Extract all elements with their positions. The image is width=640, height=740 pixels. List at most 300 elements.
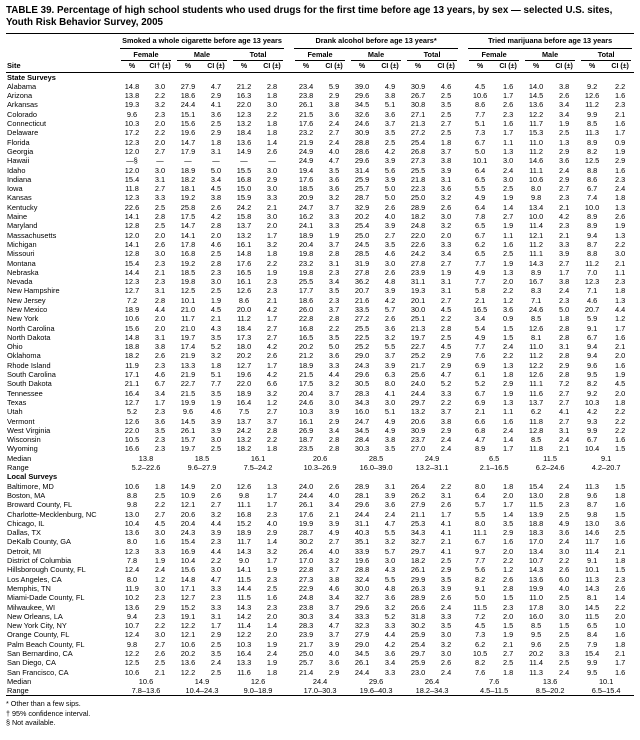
ci-value: 3.7 <box>384 119 396 129</box>
percent-value: 11.2 <box>585 100 600 110</box>
range-value: 4.2–20.7 <box>591 463 621 473</box>
ci-value: 3.0 <box>328 397 340 407</box>
ci-value: 4.5 <box>614 379 626 389</box>
ci-value: 2.7 <box>502 648 514 658</box>
percent-value: 6.7 <box>586 332 598 342</box>
ci-value: 3.6 <box>328 658 340 668</box>
percent-value: 17.1 <box>180 583 196 593</box>
ci-value: 1.5 <box>614 509 626 519</box>
percent-value: 14.3 <box>236 602 252 612</box>
ci-value: 1.9 <box>614 370 626 380</box>
ci-value: 1.5 <box>614 481 626 491</box>
percent-value: 7.8 <box>126 556 138 566</box>
ci-value: 2.3 <box>266 286 278 296</box>
ci-value: 3.0 <box>154 583 166 593</box>
site-row <box>6 305 634 314</box>
site-name: Arkansas <box>7 100 38 110</box>
ci-value: 4.7 <box>210 574 222 584</box>
ci-value: 2.2 <box>614 416 626 426</box>
percent-value: 9.1 <box>586 323 598 333</box>
percent-value: 9.2 <box>586 81 598 91</box>
ci-value: 2.1 <box>210 314 222 324</box>
percent-value: 21.5 <box>298 109 314 119</box>
ci-value: 1.3 <box>502 397 514 407</box>
table-title: TABLE 39. Percentage of high school students who used drugs for the first time before age 13 years, by sex — selected U.S. sites, Youth Risk Behavior Survey, 2005 <box>6 5 613 29</box>
percent-value: 21.9 <box>180 351 196 361</box>
ci-value: 3.8 <box>384 435 396 445</box>
ci-value: 2.2 <box>266 258 278 268</box>
percent-value: 10.6 <box>124 481 140 491</box>
percent-value: 22.0 <box>236 100 252 110</box>
percent-value: 22.5 <box>354 332 370 342</box>
ci-value: 2.7 <box>558 397 570 407</box>
ci-value: 5.2 <box>440 379 452 389</box>
percent-value: 13.4 <box>528 202 544 212</box>
ci-value: 2.5 <box>558 639 570 649</box>
percent-value: 9.0 <box>238 556 250 566</box>
percent-value: 36.2 <box>354 277 370 287</box>
ci-value: 2.1 <box>502 639 514 649</box>
percent-value: 19.8 <box>180 277 196 287</box>
ci-value: 3.7 <box>384 351 396 361</box>
ci-value: 2.7 <box>210 500 222 510</box>
percent-value: 21.7 <box>410 360 426 370</box>
ci-value: 2.3 <box>154 258 166 268</box>
ci-value: 2.3 <box>558 500 570 510</box>
ci-value: 2.2 <box>440 397 452 407</box>
site-name: Texas <box>7 397 27 407</box>
ci-value: 4.5 <box>210 305 222 314</box>
ci-value: 3.1 <box>154 332 166 342</box>
ci-value: 3.5 <box>328 165 340 175</box>
percent-value: 8.8 <box>586 165 598 175</box>
ci-value: 2.0 <box>502 277 514 287</box>
percent-value: 17.0 <box>528 537 544 547</box>
ci-value: 3.6 <box>614 518 626 528</box>
ci-value: 5.1 <box>384 100 396 110</box>
ci-value: 1.9 <box>614 221 626 231</box>
group-header-row <box>6 34 634 49</box>
percent-value: 15.6 <box>124 323 140 333</box>
percent-value: 25.3 <box>410 518 426 528</box>
percent-value: 8.6 <box>586 174 598 184</box>
ci-value: 4.0 <box>328 648 340 658</box>
median-value: 10.6 <box>138 676 154 686</box>
site-name: New Mexico <box>7 305 48 314</box>
ci-value: 2.7 <box>328 128 340 138</box>
percent-value: 13.9 <box>528 509 544 519</box>
ci-value: 2.3 <box>210 593 222 603</box>
percent-value: 12.3 <box>236 109 252 119</box>
percent-value: 28.8 <box>354 565 370 575</box>
ci-value: 1.2 <box>502 565 514 575</box>
ci-value: 1.8 <box>266 444 278 454</box>
ci-value: 3.6 <box>502 305 514 314</box>
percent-value: 11.7 <box>585 537 600 547</box>
ci-value: 5.1 <box>210 370 222 380</box>
site-name: Ohio <box>7 342 23 352</box>
percent-value: 12.2 <box>528 360 544 370</box>
percent-value: 15.4 <box>124 174 140 184</box>
ci-value: 1.2 <box>154 574 166 584</box>
percent-value: 10.4 <box>584 444 600 454</box>
percent-value: 28.7 <box>354 193 370 203</box>
percent-value: 18.4 <box>236 323 252 333</box>
median-value: 9.1 <box>600 453 612 463</box>
percent-value: 13.2 <box>236 119 252 129</box>
drug-group-label: Drank alcohol before age 13 years* <box>294 36 458 48</box>
percent-value: 22.8 <box>298 565 314 575</box>
range-value: 7.8–13.6 <box>131 686 161 696</box>
site-name: Montana <box>7 258 36 268</box>
percent-value: 11.5 <box>237 593 251 603</box>
percent-value: 21.0 <box>180 323 196 333</box>
percent-value: 11.1 <box>529 165 544 175</box>
ci-value: 2.0 <box>614 611 626 621</box>
percent-value: 19.3 <box>410 286 426 296</box>
ci-value: 3.1 <box>154 286 166 296</box>
ci-value: 3.8 <box>558 277 570 287</box>
percent-value: 33.5 <box>354 305 370 314</box>
ci-value: — <box>212 156 220 166</box>
percent-value: 6.5 <box>474 221 486 231</box>
ci-header: CI (±) <box>606 61 634 72</box>
percent-value: 14.5 <box>528 91 544 101</box>
percent-value: 24.9 <box>298 146 314 156</box>
percent-value: 21.9 <box>180 370 196 380</box>
percent-value: 8.5 <box>530 435 542 445</box>
site-row <box>6 175 634 184</box>
ci-value: 5.0 <box>384 184 396 194</box>
percent-value: 14.1 <box>124 239 140 249</box>
percent-value: 26.1 <box>298 500 314 510</box>
ci-value: 3.9 <box>440 165 452 175</box>
percent-value: 22.8 <box>298 314 314 324</box>
median-value: 26.4 <box>424 676 440 686</box>
site-name: Iowa <box>7 184 23 194</box>
site-row <box>6 556 634 565</box>
site-row <box>6 444 634 453</box>
percent-value: 8.1 <box>530 332 542 342</box>
percent-value: 6.7 <box>586 184 598 194</box>
ci-value: 2.3 <box>558 193 570 203</box>
ci-value: 2.4 <box>328 119 340 129</box>
site-name: Boston, MA <box>7 490 46 500</box>
percent-value: 10.9 <box>180 490 196 500</box>
percent-value: 30.9 <box>410 425 426 435</box>
percent-value: 17.8 <box>528 602 544 612</box>
percent-value: 20.9 <box>298 193 314 203</box>
ci-value: 3.6 <box>558 156 570 166</box>
percent-value: 11.7 <box>529 119 544 129</box>
percent-value: 26.6 <box>410 602 426 612</box>
ci-value: 2.5 <box>614 528 626 538</box>
ci-value: 1.3 <box>502 360 514 370</box>
percent-value: 7.1 <box>530 295 542 305</box>
range-row <box>6 463 634 472</box>
percent-value: 25.6 <box>410 370 426 380</box>
percent-value: 20.2 <box>298 342 314 352</box>
ci-value: 1.6 <box>154 537 166 547</box>
ci-value: 1.9 <box>502 388 514 398</box>
percent-value: 32.6 <box>354 109 370 119</box>
percent-value: 19.2 <box>180 193 196 203</box>
ci-value: 3.8 <box>558 81 570 91</box>
ci-value: 1.9 <box>440 267 452 277</box>
percent-value: 12.8 <box>124 221 140 231</box>
ci-value: 2.0 <box>614 351 626 361</box>
percent-value: 26.3 <box>410 583 426 593</box>
ci-value: 3.2 <box>384 602 396 612</box>
site-row <box>6 519 634 528</box>
ci-value: 3.2 <box>266 239 278 249</box>
ci-value: 3.0 <box>154 165 166 175</box>
ci-value: 2.9 <box>440 351 452 361</box>
percent-value: 7.7 <box>474 342 486 352</box>
ci-value: 3.3 <box>558 239 570 249</box>
ci-value: 2.0 <box>210 230 222 240</box>
ci-value: 2.0 <box>154 323 166 333</box>
percent-value: 18.2 <box>236 444 252 454</box>
percent-value: 12.6 <box>528 323 544 333</box>
ci-value: 4.2 <box>210 212 222 222</box>
percent-value: 16.4 <box>236 397 252 407</box>
percent-value: 16.7 <box>528 277 544 287</box>
percent-value: 21.2 <box>236 81 252 91</box>
percent-value: 19.7 <box>410 332 426 342</box>
percent-value: 20.1 <box>410 295 426 305</box>
ci-value: 3.0 <box>154 81 166 91</box>
percent-value: 14.1 <box>180 230 196 240</box>
ci-value: 1.7 <box>614 658 626 668</box>
percent-value: 24.2 <box>236 202 252 212</box>
ci-value: 2.3 <box>154 407 166 417</box>
percent-value: 17.7 <box>298 286 314 296</box>
ci-value: 3.0 <box>210 435 222 445</box>
percent-value: 19.9 <box>180 397 196 407</box>
sex-label: Male <box>351 50 401 61</box>
ci-value: 1.6 <box>614 91 626 101</box>
ci-value: 3.9 <box>384 286 396 296</box>
ci-value: 2.2 <box>502 556 514 566</box>
ci-header: CI (±) <box>202 61 230 72</box>
ci-value: 1.3 <box>266 481 278 491</box>
site-name: Florida <box>7 137 30 147</box>
sex-header <box>230 49 286 62</box>
percent-value: 28.9 <box>410 593 426 603</box>
ci-value: 2.7 <box>266 407 278 417</box>
ci-value: 2.6 <box>154 648 166 658</box>
median-value: 20.6 <box>312 453 328 463</box>
percent-value: 9.8 <box>238 490 250 500</box>
ci-value: 5.2 <box>210 342 222 352</box>
ci-value: 1.8 <box>210 360 222 370</box>
percent-value: 9.6 <box>586 490 598 500</box>
ci-value: 3.7 <box>266 416 278 426</box>
percent-value: 23.5 <box>298 444 314 454</box>
ci-value: 3.5 <box>502 518 514 528</box>
percent-value: 12.0 <box>124 146 140 156</box>
ci-value: 3.3 <box>266 193 278 203</box>
ci-value: 3.0 <box>210 565 222 575</box>
percent-value: 21.3 <box>410 323 426 333</box>
percent-value: 26.0 <box>298 305 314 314</box>
percent-value: 10.3 <box>124 119 140 129</box>
ci-value: 2.5 <box>440 91 452 101</box>
site-name: Baltimore, MD <box>7 481 54 491</box>
percent-value: 12.5 <box>180 286 196 296</box>
ci-value: 3.1 <box>440 277 452 287</box>
ci-value: 2.8 <box>558 370 570 380</box>
ci-value: 3.6 <box>154 416 166 426</box>
sex-label: Male <box>177 50 227 61</box>
percent-value: 27.8 <box>410 258 426 268</box>
ci-value: 2.2 <box>502 286 514 296</box>
ci-value: 3.3 <box>440 239 452 249</box>
ci-value: 2.4 <box>328 137 340 147</box>
ci-value: 2.6 <box>614 212 626 222</box>
ci-value: 1.8 <box>614 490 626 500</box>
ci-value: 2.7 <box>266 323 278 333</box>
ci-value: 3.1 <box>558 425 570 435</box>
site-name: South Dakota <box>7 379 52 389</box>
ci-value: 2.6 <box>210 202 222 212</box>
percent-value: 10.0 <box>584 202 600 212</box>
percent-value: 10.3 <box>236 639 252 649</box>
percent-value: 23.7 <box>410 435 426 445</box>
ci-value: 3.9 <box>440 583 452 593</box>
percent-value: 13.2 <box>236 230 252 240</box>
percent-value: 24.6 <box>298 397 314 407</box>
ci-value: 1.7 <box>266 556 278 566</box>
ci-value: 3.5 <box>440 621 452 631</box>
percent-value: 4.9 <box>474 332 486 342</box>
percent-value: 12.3 <box>584 277 600 287</box>
drug-group-label: Tried marijuana before age 13 years <box>468 36 632 48</box>
percent-value: 8.4 <box>586 630 598 640</box>
site-row <box>6 138 634 147</box>
ci-value: 3.5 <box>328 332 340 342</box>
percent-value: 30.9 <box>410 81 426 91</box>
site-row <box>6 91 634 100</box>
percent-value: 10.6 <box>124 667 140 677</box>
percent-value: 14.6 <box>584 528 600 538</box>
percent-value: 21.6 <box>354 295 370 305</box>
ci-value: 2.5 <box>210 119 222 129</box>
site-row <box>6 184 634 193</box>
ci-value: 3.1 <box>384 481 396 491</box>
percent-value: 29.6 <box>354 91 370 101</box>
site-name: New York City, NY <box>7 621 67 631</box>
percent-value: — <box>184 156 192 166</box>
ci-value: 2.0 <box>154 137 166 147</box>
ci-value: 2.7 <box>154 146 166 156</box>
percent-value: 5.8 <box>474 286 486 296</box>
ci-value: 3.3 <box>440 611 452 621</box>
ci-value: 2.2 <box>614 602 626 612</box>
percent-value: 24.6 <box>528 305 544 314</box>
ci-value: 2.4 <box>384 509 396 519</box>
percent-value: 15.6 <box>180 119 196 129</box>
ci-value: 3.0 <box>266 165 278 175</box>
ci-value: 4.7 <box>328 621 340 631</box>
ci-value: 1.6 <box>614 119 626 129</box>
ci-value: 4.0 <box>384 212 396 222</box>
percent-value: 14.3 <box>528 565 544 575</box>
percent-header: % <box>230 61 258 72</box>
ci-value: 1.5 <box>614 444 626 454</box>
percent-value: 18.3 <box>528 528 544 538</box>
ci-value: 3.0 <box>384 397 396 407</box>
site-row <box>6 640 634 649</box>
ci-value: 2.6 <box>440 500 452 510</box>
site-name: New York <box>7 314 39 324</box>
ci-value: 2.4 <box>440 435 452 445</box>
site-row <box>6 231 634 240</box>
median-value: 24.4 <box>312 676 328 686</box>
ci-value: 1.4 <box>502 509 514 519</box>
percent-value: 8.2 <box>586 379 598 389</box>
ci-value: 3.0 <box>384 258 396 268</box>
percent-value: 16.1 <box>236 239 252 249</box>
percent-value: 24.4 <box>298 490 314 500</box>
ci-value: 3.2 <box>210 509 222 519</box>
ci-value: 2.7 <box>502 212 514 222</box>
percent-header: % <box>460 61 494 72</box>
ci-value: 3.2 <box>328 193 340 203</box>
ci-value: 1.9 <box>210 295 222 305</box>
ci-value: 1.6 <box>502 416 514 426</box>
section-header: State Surveys <box>7 72 56 82</box>
ci-value: 4.7 <box>328 156 340 166</box>
ci-value: 2.6 <box>440 202 452 212</box>
site-name: Palm Beach County, FL <box>7 639 85 649</box>
ci-value: 4.6 <box>328 583 340 593</box>
ci-value: 1.5 <box>502 332 514 342</box>
ci-value: 1.5 <box>502 621 514 631</box>
ci-value: 3.6 <box>558 528 570 538</box>
ci-value: 1.8 <box>502 370 514 380</box>
ci-value: 3.9 <box>384 360 396 370</box>
percent-value: 26.4 <box>410 481 426 491</box>
percent-value: 13.2 <box>410 407 426 417</box>
median-value: 11.5 <box>543 453 558 463</box>
section-row <box>6 72 634 82</box>
ci-value: 2.3 <box>266 602 278 612</box>
ci-value: 1.1 <box>502 137 514 147</box>
ci-value: 2.8 <box>328 435 340 445</box>
section-row <box>6 472 634 481</box>
ci-value: 2.9 <box>210 91 222 101</box>
ci-value: 4.1 <box>440 528 452 538</box>
site-name: Wyoming <box>7 444 38 454</box>
site-row <box>6 221 634 230</box>
ci-value: 1.8 <box>558 314 570 324</box>
ci-value: 2.5 <box>266 583 278 593</box>
percent-value: 15.1 <box>180 109 196 119</box>
ci-value: 2.7 <box>440 295 452 305</box>
ci-value: 6.0 <box>558 574 570 584</box>
site-name: Oklahoma <box>7 351 41 361</box>
site-name: District of Columbia <box>7 556 72 566</box>
percent-value: 13.6 <box>180 658 196 668</box>
median-row <box>6 454 634 463</box>
percent-value: 12.7 <box>236 360 252 370</box>
ci-value: 2.1 <box>266 202 278 212</box>
ci-value: 3.1 <box>440 490 452 500</box>
site-name: San Diego, CA <box>7 658 56 668</box>
percent-value: 18.9 <box>298 360 314 370</box>
